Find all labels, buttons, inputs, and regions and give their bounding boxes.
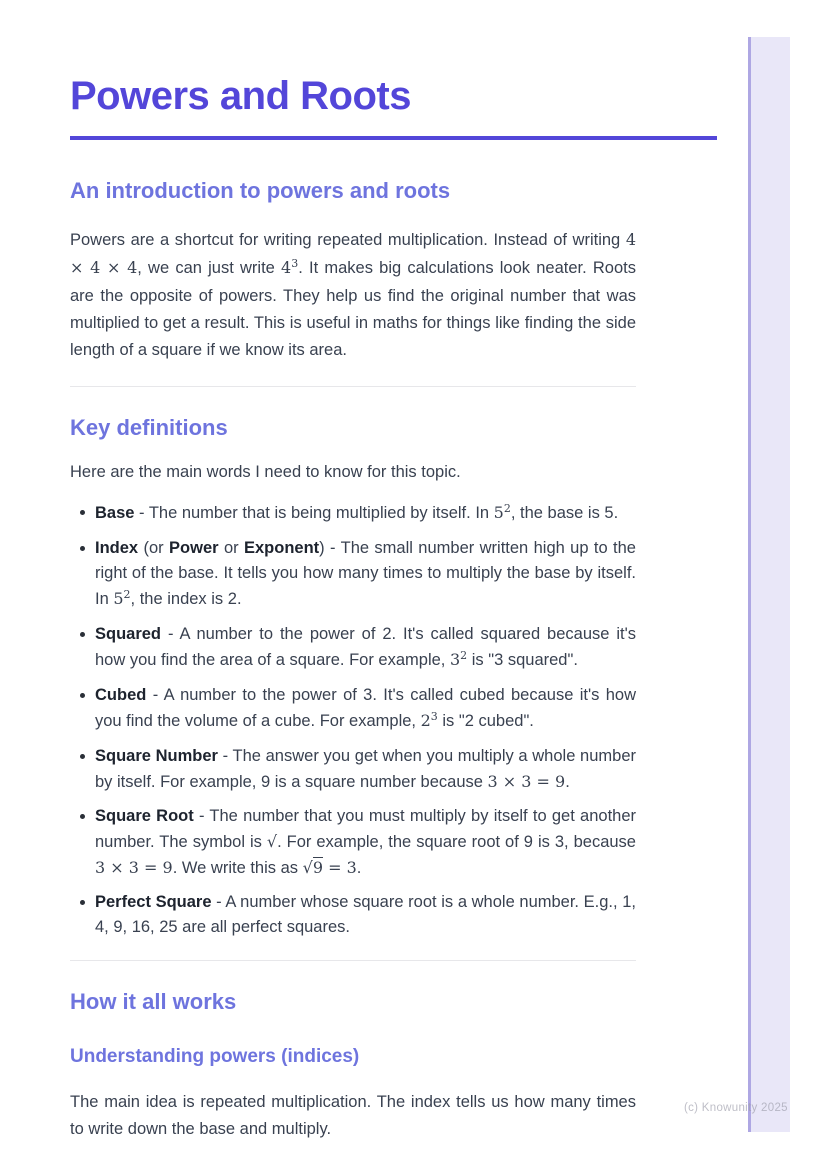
sidebar-accent-bar bbox=[748, 37, 790, 1132]
list-item-text bbox=[95, 744, 636, 795]
list-item-text bbox=[95, 804, 636, 881]
term-label: Base bbox=[95, 504, 135, 522]
section-heading-introduction: An introduction to powers and roots bbox=[70, 178, 451, 203]
watermark: (c) Knowunity 2025 bbox=[684, 1102, 788, 1114]
section-heading-how-it-works: How it all works bbox=[70, 989, 237, 1014]
definition-text: - The number that you must multiply by itself to get another number. The symbol is bbox=[95, 807, 637, 851]
list-item-index bbox=[70, 536, 636, 613]
definition-text: , the index is 2. bbox=[130, 590, 242, 608]
term-label: Power bbox=[169, 539, 219, 557]
definition-text: is "2 cubed". bbox=[437, 712, 534, 730]
list-item-cubed bbox=[70, 683, 636, 735]
definitions-lead: Here are the main words I need to know for this topic. bbox=[70, 463, 461, 481]
math-base: 4 bbox=[281, 258, 292, 277]
bullet-icon bbox=[80, 510, 85, 515]
math-expression: 3 × 3 = 9 bbox=[487, 772, 566, 791]
list-item-text bbox=[95, 683, 636, 735]
math-superscript: 2 bbox=[123, 588, 131, 601]
term-label: Exponent bbox=[244, 539, 320, 557]
list-item-square-root bbox=[70, 804, 636, 881]
definition-text: (or bbox=[138, 539, 170, 557]
definition-text: . For example, the square root of 9 is 3, because bbox=[277, 833, 636, 851]
math-base: 3 bbox=[449, 650, 461, 669]
definition-text: - A number whose square root is a whole number. E.g., 1, 4, 9, 16, 25 are all perfect squares. bbox=[95, 893, 636, 936]
intro-text-1: Powers are a shortcut for writing repeated multiplication. Instead of writing bbox=[70, 231, 626, 249]
radical-symbol: √ bbox=[302, 858, 313, 877]
bullet-icon bbox=[80, 754, 85, 759]
definition-text: . bbox=[565, 773, 570, 791]
math-superscript: 3 bbox=[291, 257, 299, 270]
definition-text: - The number that is being multiplied by itself. In bbox=[134, 504, 494, 522]
bullet-icon bbox=[80, 693, 85, 698]
definition-text: . We write this as bbox=[172, 859, 303, 877]
math-superscript: 2 bbox=[503, 502, 511, 515]
definition-text: ) - The small number written high up to the right of the base. It tells you how many times to multiply the base by itself. In bbox=[95, 539, 636, 608]
term-label: Perfect Square bbox=[95, 893, 212, 911]
term-label: Square Number bbox=[95, 747, 218, 765]
term-label: Index bbox=[95, 539, 139, 557]
how-paragraph: The main idea is repeated multiplication. The index tells us how many times to write down the base and multiply. bbox=[70, 1093, 636, 1138]
term-label: Square Root bbox=[95, 807, 194, 825]
definitions-list bbox=[70, 500, 636, 940]
definition-text: or bbox=[218, 539, 244, 557]
section-heading-key-definitions: Key definitions bbox=[70, 415, 228, 440]
intro-paragraph bbox=[70, 226, 636, 364]
page-title: Powers and Roots bbox=[70, 74, 411, 118]
definition-text: - A number to the power of 2. It's called squared because it's how you find the area of a square. For example, bbox=[95, 625, 636, 669]
definition-text: - A number to the power of 3. It's called cubed because it's how you find the volume of a cube. For example, bbox=[95, 686, 636, 730]
intro-text-3: . It makes big calculations look neater. Roots are the opposite of powers. They help us find the original number that was multiplied to get a result. This is useful in maths for things like finding the side length of a square if we know its area. bbox=[70, 259, 636, 359]
term-label: Cubed bbox=[95, 686, 147, 704]
list-item-text bbox=[95, 890, 636, 940]
radical-symbol: √ bbox=[266, 832, 278, 851]
definition-text: - The answer you get when you multiply a whole number by itself. For example, 9 is a square number because bbox=[95, 747, 636, 791]
list-item-text bbox=[95, 500, 636, 527]
math-expression: 3 × 3 = 9 bbox=[95, 858, 173, 877]
subsection-heading-understanding-powers: Understanding powers (indices) bbox=[70, 1046, 360, 1067]
definition-text: . bbox=[356, 859, 362, 877]
math-superscript: 2 bbox=[460, 649, 468, 662]
list-item-text bbox=[95, 622, 636, 674]
list-item-base bbox=[70, 500, 636, 527]
list-item-text bbox=[95, 536, 636, 613]
definition-text: is "3 squared". bbox=[467, 651, 578, 669]
math-superscript: 3 bbox=[430, 710, 438, 723]
math-expression: = 3 bbox=[323, 858, 357, 877]
list-item-perfect-square bbox=[70, 890, 636, 940]
definition-text: , the base is 5. bbox=[510, 504, 619, 522]
document-page bbox=[70, 0, 636, 1143]
section-divider bbox=[70, 960, 636, 961]
section-divider bbox=[70, 386, 636, 387]
bullet-icon bbox=[80, 632, 85, 637]
radicand: 9 bbox=[312, 858, 323, 877]
math-base: 2 bbox=[420, 711, 431, 730]
list-item-square-number bbox=[70, 744, 636, 795]
title-underline bbox=[70, 136, 717, 140]
term-label: Squared bbox=[95, 625, 162, 643]
bullet-icon bbox=[80, 900, 85, 905]
math-base: 5 bbox=[493, 503, 504, 522]
math-expression: 4 × 4 × 4 bbox=[70, 230, 636, 277]
intro-text-2: , we can just write bbox=[137, 259, 282, 277]
bullet-icon bbox=[80, 814, 85, 819]
list-item-squared bbox=[70, 622, 636, 674]
bullet-icon bbox=[80, 546, 85, 551]
math-base: 5 bbox=[113, 589, 124, 608]
